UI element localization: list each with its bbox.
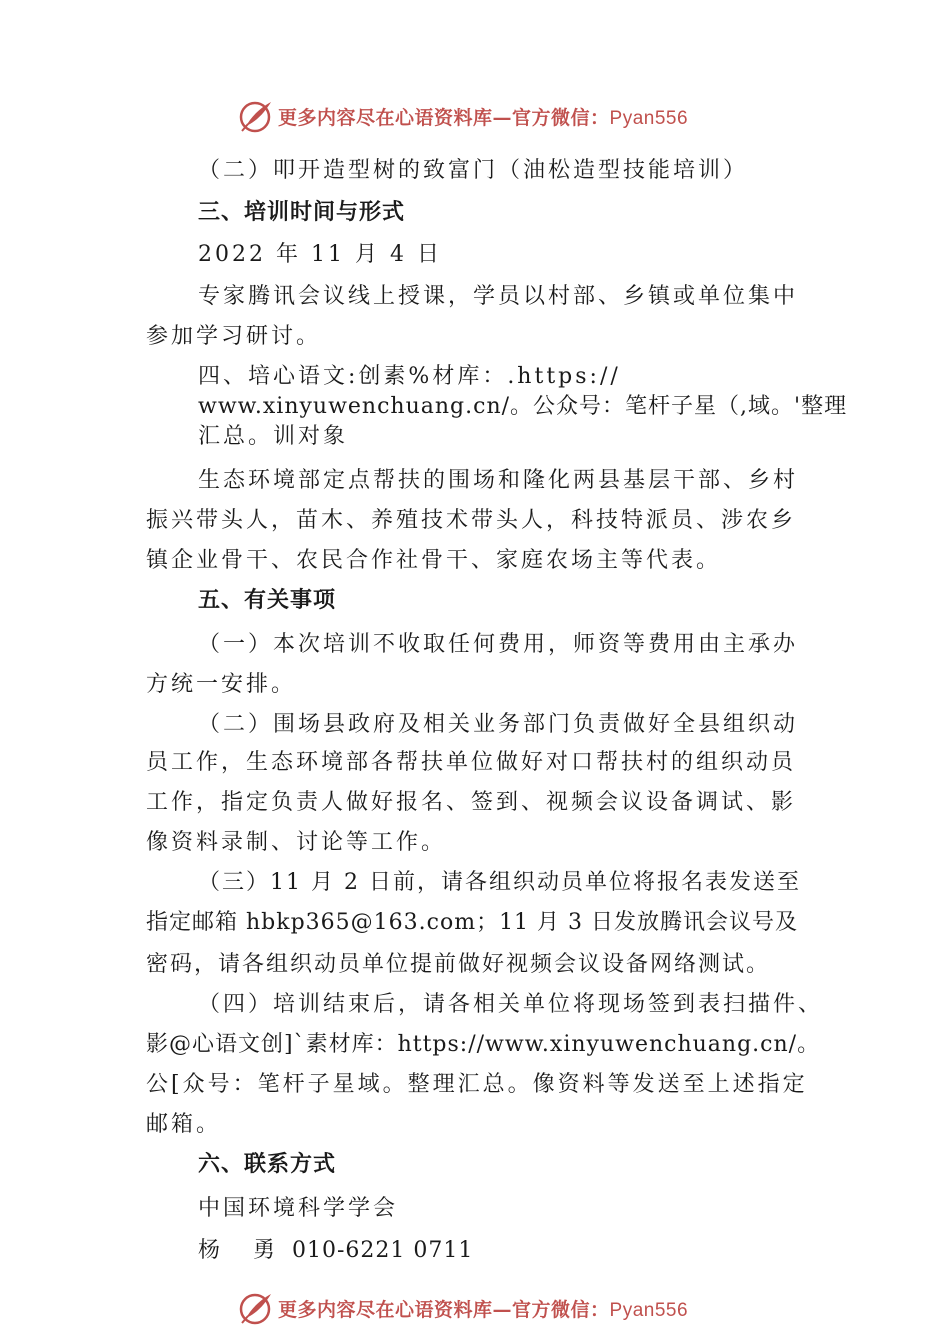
paragraph-line: （三）11 月 2 日前，请各组织动员单位将报名表发送至 — [198, 870, 801, 895]
paragraph-line: 邮箱。 — [146, 1112, 222, 1137]
watermark-text: 更多内容尽在心语资料库—官方微信：Pyan556 — [278, 1298, 689, 1321]
paragraph-line: 参加学习研讨。 — [146, 324, 322, 349]
paragraph-line: 镇企业骨干、农民合作社骨干、家庭农场主等代表。 — [146, 548, 722, 573]
training-date: 2022 年 11 月 4 日 — [198, 242, 442, 267]
contact-organization: 中国环境科学学会 — [198, 1196, 399, 1221]
subitem-2: （二）叩开造型树的致富门（油松造型技能培训） — [198, 158, 749, 183]
paragraph-line: 影@心语文创]`素材库：https://www.xinyuwenchuang.cn/。 — [146, 1032, 821, 1057]
paragraph-line: 振兴带头人，苗木、养殖技术带头人，科技特派员、涉农乡 — [146, 508, 797, 533]
contact-person: 杨 勇 010-6221 0711 — [198, 1238, 474, 1263]
paragraph-line: 专家腾讯会议线上授课，学员以村部、乡镇或单位集中 — [198, 284, 799, 309]
watermark-header — [238, 98, 688, 134]
paragraph-line: 生态环境部定点帮扶的围场和隆化两县基层干部、乡村 — [198, 468, 799, 493]
paragraph-line: 汇总。训对象 — [198, 424, 349, 449]
paragraph-line: 密码，请各组织动员单位提前做好视频会议设备网络测试。 — [146, 952, 771, 977]
heading-5: 五、有关事项 — [198, 588, 337, 613]
paragraph-line: 方统一安排。 — [146, 672, 297, 697]
quill-logo-icon — [238, 1290, 274, 1326]
paragraph-line: 像资料录制、讨论等工作。 — [146, 830, 447, 855]
paragraph-line: 工作，指定负责人做好报名、签到、视频会议设备调试、影 — [146, 790, 797, 815]
paragraph-line: 公[众号：笔杆子星域。整理汇总。像资料等发送至上述指定 — [146, 1072, 808, 1097]
paragraph-line: 指定邮箱 hbkp365@163.com；11 月 3 日发放腾讯会议号及 — [146, 910, 799, 935]
quill-logo-icon — [238, 98, 274, 134]
paragraph-line: 四、培心语文:创素%材库：.https:// — [198, 364, 621, 389]
watermark-text: 更多内容尽在心语资料库—官方微信：Pyan556 — [278, 106, 689, 129]
paragraph-line: （四）培训结束后，请各相关单位将现场签到表扫描件、 — [198, 992, 824, 1017]
heading-6: 六、联系方式 — [198, 1152, 337, 1177]
paragraph-line: 员工作，生态环境部各帮扶单位做好对口帮扶村的组织动员 — [146, 750, 797, 775]
watermark-footer — [238, 1290, 688, 1326]
paragraph-line: www.xinyuwenchuang.cn/。公众号：笔杆子星（,域。'整理 — [198, 394, 848, 419]
paragraph-line: （二）围场县政府及相关业务部门负责做好全县组织动 — [198, 712, 799, 737]
paragraph-line: （一）本次培训不收取任何费用，师资等费用由主承办 — [198, 632, 799, 657]
heading-3: 三、培训时间与形式 — [198, 200, 406, 225]
